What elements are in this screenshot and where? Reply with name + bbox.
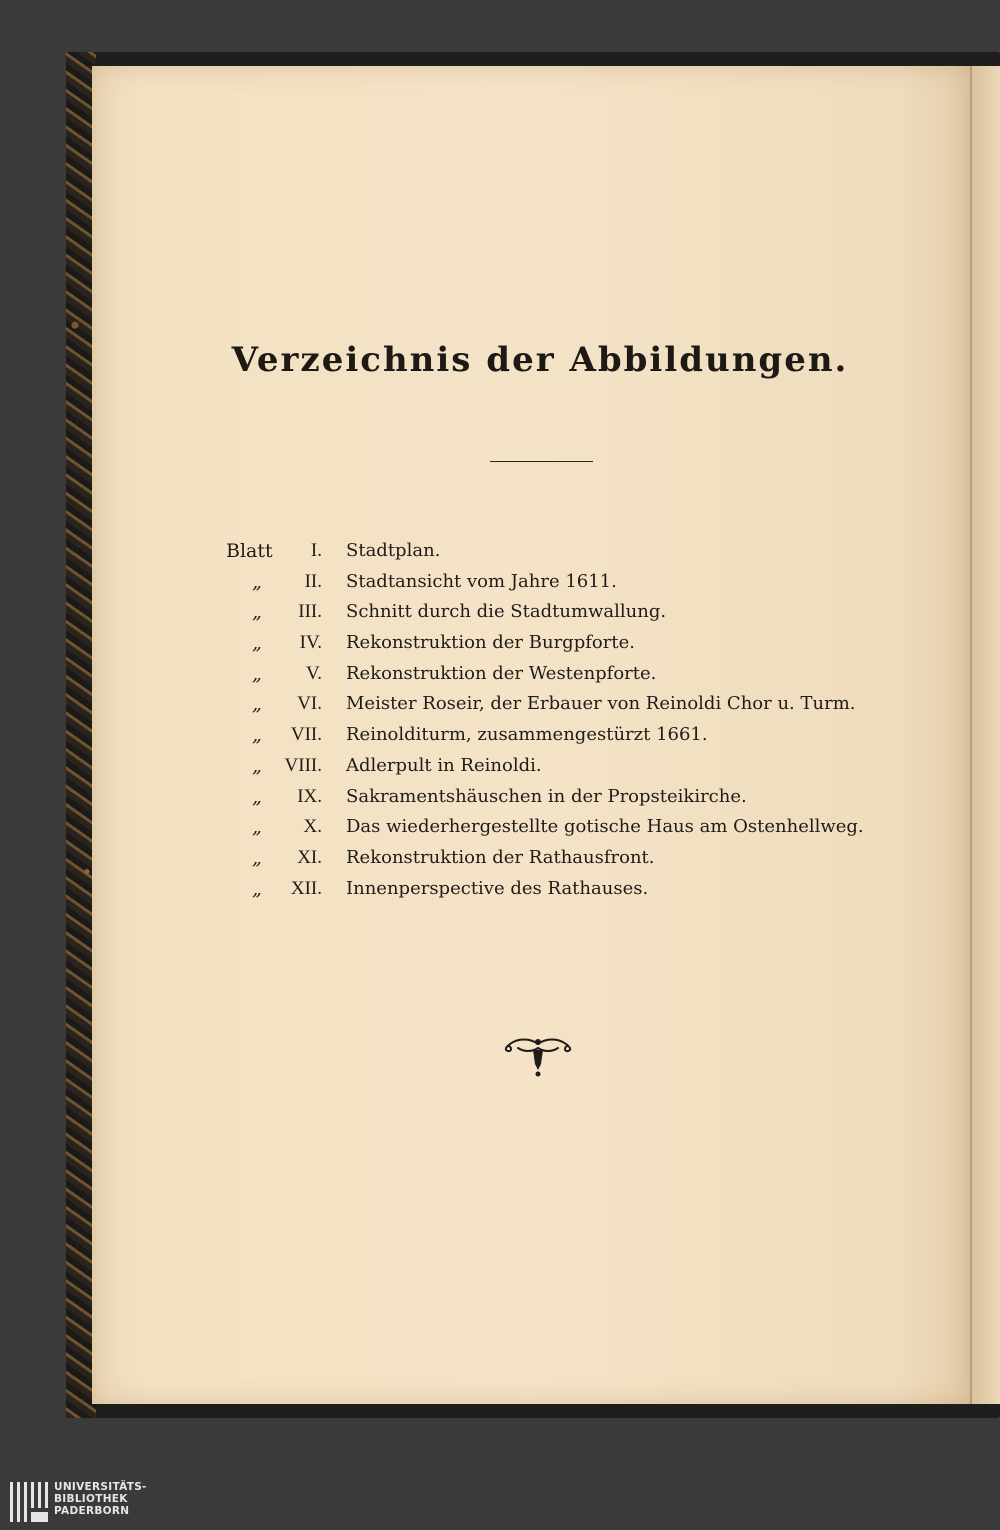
list-item [226, 812, 906, 843]
entry-caption: Schnitt durch die Stadtumwallung. [346, 601, 667, 623]
entry-numeral: I. [310, 540, 322, 561]
entry-prefix: „ [252, 693, 262, 716]
entry-prefix: „ [252, 877, 262, 900]
list-item [226, 567, 906, 598]
entry-numeral: VII. [290, 724, 322, 746]
entry-caption: Stadtplan. [346, 540, 441, 561]
title-rule [490, 461, 593, 462]
list-item [226, 843, 906, 874]
list-item [226, 597, 906, 628]
entry-prefix: „ [252, 846, 262, 869]
entry-numeral: X. [303, 816, 322, 838]
entry-prefix: „ [252, 754, 262, 777]
entry-numeral: IV. [299, 632, 322, 654]
entry-caption: Stadtansicht vom Jahre 1611. [346, 570, 617, 592]
entry-caption: Rekonstruktion der Westenpforte. [346, 662, 657, 684]
library-name [54, 1481, 147, 1517]
entry-prefix: Blatt [226, 540, 273, 562]
entry-numeral: XII. [290, 877, 322, 899]
list-item [226, 751, 906, 782]
list-item [226, 536, 906, 567]
list-item [226, 689, 906, 720]
entry-caption: Sakramentshäuschen in der Propsteikirche. [346, 785, 747, 807]
entry-prefix: „ [252, 601, 262, 624]
library-name-line: UNIVERSITÄTS- [54, 1481, 147, 1493]
list-item [226, 628, 906, 659]
library-name-line: PADERBORN [54, 1505, 130, 1517]
library-logo-icon [8, 1480, 50, 1524]
entry-prefix: „ [252, 570, 262, 593]
entry-numeral: II. [304, 570, 322, 592]
entry-prefix: „ [252, 724, 262, 747]
entry-numeral: XI. [297, 846, 322, 868]
ornament-icon [500, 1034, 576, 1078]
entry-prefix: „ [252, 632, 262, 655]
entry-caption: Rekonstruktion der Rathausfront. [346, 846, 655, 868]
entry-caption: Meister Roseir, der Erbauer von Reinoldi Chor u. Turm. [346, 693, 856, 715]
list-item [226, 874, 906, 905]
entry-prefix: „ [252, 785, 262, 808]
entry-caption: Adlerpult in Reinoldi. [346, 754, 542, 776]
entry-caption: Rekonstruktion der Burgpforte. [346, 632, 635, 654]
entry-caption: Reinolditurm, zusammengestürzt 1661. [346, 724, 708, 746]
list-item [226, 782, 906, 813]
entry-prefix: „ [252, 816, 262, 839]
list-item [226, 720, 906, 751]
facing-page-edge [970, 66, 1000, 1404]
entry-prefix: „ [252, 662, 262, 685]
page-title: Verzeichnis der Abbildungen. [231, 340, 849, 380]
entry-numeral: V. [305, 662, 322, 684]
entry-numeral: III. [298, 601, 322, 623]
entry-numeral: VI. [297, 693, 322, 715]
entry-numeral: IX. [297, 785, 322, 807]
illustration-list [226, 536, 906, 904]
entry-caption: Das wiederhergestellte gotische Haus am Ostenhellweg. [346, 816, 864, 838]
list-item [226, 659, 906, 690]
entry-caption: Innenperspective des Rathauses. [346, 877, 649, 899]
entry-numeral: VIII. [284, 754, 322, 776]
library-name-line: BIBLIOTHEK [54, 1493, 128, 1505]
